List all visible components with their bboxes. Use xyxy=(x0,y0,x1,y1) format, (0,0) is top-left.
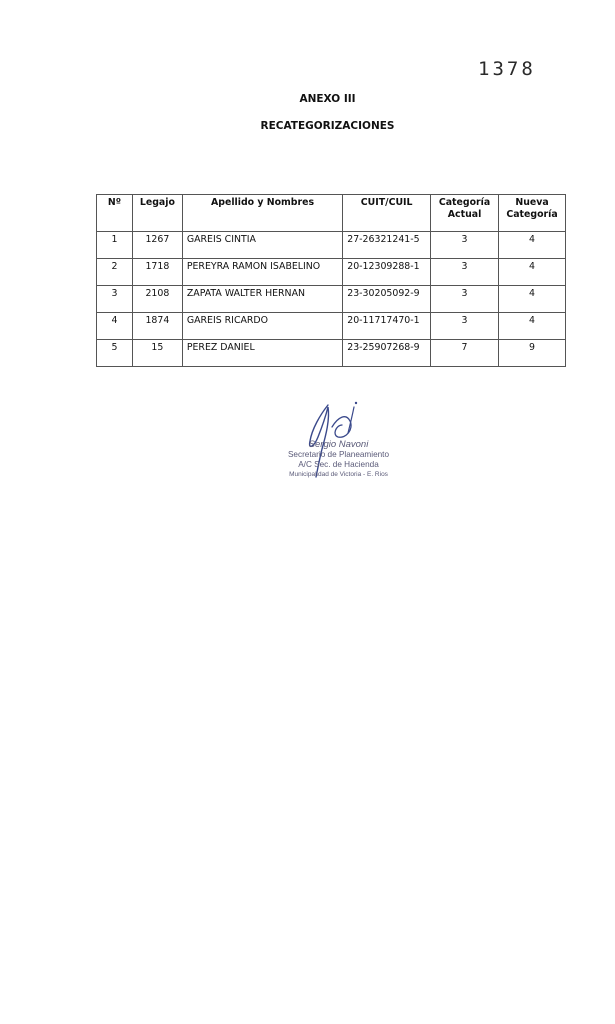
header-num: Nº xyxy=(97,195,133,232)
cell-num: 1 xyxy=(97,232,133,259)
cell-categoria-actual: 7 xyxy=(431,340,499,367)
official-stamp xyxy=(276,440,401,480)
table-header-row xyxy=(97,195,566,232)
stamp-name: Sergio Navoni xyxy=(308,439,369,450)
cell-num: 3 xyxy=(97,286,133,313)
cell-nueva-categoria: 4 xyxy=(499,313,566,340)
cell-nombre: ZAPATA WALTER HERNAN xyxy=(182,286,342,313)
cell-legajo: 1874 xyxy=(132,313,182,340)
cell-categoria-actual: 3 xyxy=(431,259,499,286)
cell-nueva-categoria: 4 xyxy=(499,259,566,286)
cell-nueva-categoria: 9 xyxy=(499,340,566,367)
cell-num: 2 xyxy=(97,259,133,286)
cell-cuit: 23-30205092-9 xyxy=(343,286,431,313)
cell-nombre: PEREYRA RAMON ISABELINO xyxy=(182,259,342,286)
cell-num: 5 xyxy=(97,340,133,367)
header-nueva-categoria-line2: Categoría xyxy=(506,209,558,220)
cell-legajo: 15 xyxy=(132,340,182,367)
table-row xyxy=(97,340,566,367)
header-categoria-actual-line2: Actual xyxy=(447,209,482,220)
annex-heading: ANEXO III xyxy=(299,93,356,105)
header-categoria-actual-line1: Categoría xyxy=(438,197,491,208)
table-row xyxy=(97,259,566,286)
cell-categoria-actual: 3 xyxy=(431,232,499,259)
cell-legajo: 1267 xyxy=(132,232,182,259)
cell-cuit: 20-12309288-1 xyxy=(343,259,431,286)
header-categoria-actual xyxy=(431,195,499,232)
table-row xyxy=(97,286,566,313)
header-legajo: Legajo xyxy=(132,195,182,232)
stamp-position: Secretario de Planeamiento xyxy=(287,450,390,459)
cell-nueva-categoria: 4 xyxy=(499,232,566,259)
header-nueva-categoria xyxy=(499,195,566,232)
cell-nombre: GAREIS RICARDO xyxy=(182,313,342,340)
cell-num: 4 xyxy=(97,313,133,340)
cell-categoria-actual: 3 xyxy=(431,286,499,313)
document-title: RECATEGORIZACIONES xyxy=(260,120,395,132)
cell-cuit: 20-11717470-1 xyxy=(343,313,431,340)
cell-categoria-actual: 3 xyxy=(431,313,499,340)
stamp-municipality: Municipalidad de Victoria - E. Rios xyxy=(289,471,388,478)
table-row xyxy=(97,313,566,340)
header-cuit: CUIT/CUIL xyxy=(343,195,431,232)
cell-cuit: 27-26321241-5 xyxy=(343,232,431,259)
cell-nueva-categoria: 4 xyxy=(499,286,566,313)
table-header xyxy=(97,195,566,232)
page-number: 1378 xyxy=(478,58,536,80)
header-nombre: Apellido y Nombres xyxy=(182,195,342,232)
cell-legajo: 1718 xyxy=(132,259,182,286)
cell-cuit: 23-25907268-9 xyxy=(343,340,431,367)
table-body xyxy=(97,232,566,367)
cell-nombre: GAREIS CINTIA xyxy=(182,232,342,259)
cell-legajo: 2108 xyxy=(132,286,182,313)
cell-nombre: PEREZ DANIEL xyxy=(182,340,342,367)
header-nueva-categoria-line1: Nueva xyxy=(515,197,549,208)
recategorization-table xyxy=(96,194,566,367)
stamp-secondary-position: A/C Sec. de Hacienda xyxy=(298,460,379,469)
table-row xyxy=(97,232,566,259)
